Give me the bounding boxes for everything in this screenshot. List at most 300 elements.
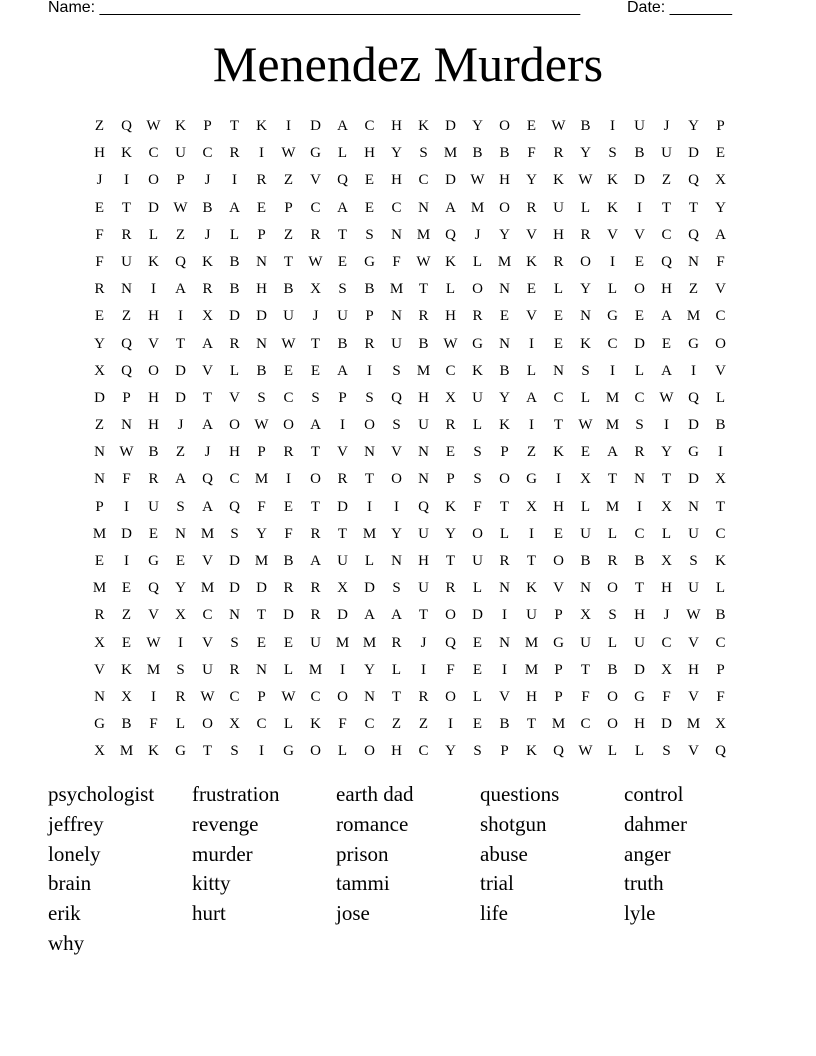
grid-letter[interactable]: O bbox=[499, 199, 510, 216]
grid-letter[interactable]: D bbox=[661, 716, 672, 733]
grid-letter[interactable]: B bbox=[202, 199, 213, 216]
grid-letter[interactable]: T bbox=[391, 688, 402, 705]
grid-letter[interactable]: T bbox=[634, 580, 645, 597]
grid-letter[interactable]: I bbox=[367, 498, 372, 515]
grid-letter[interactable]: C bbox=[715, 525, 726, 542]
grid-letter[interactable]: C bbox=[580, 716, 591, 733]
grid-letter[interactable]: L bbox=[607, 743, 618, 760]
grid-letter[interactable]: S bbox=[392, 362, 401, 379]
grid-letter[interactable]: Y bbox=[499, 389, 510, 406]
grid-letter[interactable]: T bbox=[229, 118, 240, 134]
grid-letter[interactable]: L bbox=[472, 580, 483, 597]
grid-letter[interactable]: I bbox=[178, 308, 183, 325]
grid-letter[interactable]: R bbox=[472, 308, 483, 325]
grid-letter[interactable]: L bbox=[472, 688, 483, 705]
grid-letter[interactable]: C bbox=[310, 688, 321, 705]
grid-letter[interactable]: H bbox=[553, 498, 564, 515]
grid-letter[interactable]: M bbox=[92, 580, 107, 597]
grid-letter[interactable]: T bbox=[661, 199, 672, 216]
grid-letter[interactable]: C bbox=[229, 471, 240, 488]
grid-letter[interactable]: P bbox=[95, 498, 104, 515]
grid-letter[interactable]: C bbox=[553, 389, 564, 406]
grid-letter[interactable]: X bbox=[526, 498, 537, 515]
grid-letter[interactable]: V bbox=[202, 553, 213, 569]
grid-letter[interactable]: A bbox=[175, 471, 186, 488]
grid-letter[interactable]: E bbox=[472, 716, 483, 733]
grid-letter[interactable]: S bbox=[311, 389, 320, 406]
grid-letter[interactable]: L bbox=[472, 253, 483, 270]
grid-letter[interactable]: P bbox=[203, 118, 212, 134]
grid-letter[interactable]: N bbox=[121, 281, 132, 298]
grid-letter[interactable]: R bbox=[526, 199, 537, 216]
grid-letter[interactable]: M bbox=[146, 661, 161, 678]
grid-letter[interactable]: T bbox=[526, 553, 537, 569]
grid-letter[interactable]: L bbox=[715, 580, 726, 597]
grid-letter[interactable]: W bbox=[281, 688, 296, 705]
grid-letter[interactable]: L bbox=[580, 199, 591, 216]
grid-letter[interactable]: E bbox=[94, 308, 105, 325]
grid-letter[interactable]: P bbox=[176, 172, 185, 189]
grid-letter[interactable]: Y bbox=[391, 145, 402, 162]
grid-letter[interactable]: N bbox=[634, 471, 645, 488]
grid-letter[interactable]: I bbox=[124, 553, 129, 569]
grid-letter[interactable]: S bbox=[230, 743, 239, 760]
grid-letter[interactable]: F bbox=[581, 688, 590, 705]
grid-letter[interactable]: B bbox=[283, 281, 294, 298]
grid-letter[interactable]: E bbox=[364, 199, 375, 216]
grid-letter[interactable]: L bbox=[634, 362, 645, 379]
grid-letter[interactable]: D bbox=[283, 607, 294, 624]
grid-letter[interactable]: B bbox=[256, 362, 267, 379]
grid-letter[interactable]: N bbox=[229, 607, 240, 624]
grid-letter[interactable]: Q bbox=[121, 118, 132, 134]
grid-letter[interactable]: U bbox=[121, 253, 132, 270]
grid-letter[interactable]: U bbox=[661, 145, 672, 162]
grid-letter[interactable]: F bbox=[338, 716, 347, 733]
grid-letter[interactable]: H bbox=[148, 389, 159, 406]
grid-letter[interactable]: N bbox=[418, 199, 429, 216]
grid-letter[interactable]: Y bbox=[688, 118, 699, 134]
grid-letter[interactable]: S bbox=[230, 634, 239, 651]
grid-letter[interactable]: L bbox=[229, 226, 240, 243]
grid-letter[interactable]: L bbox=[175, 716, 186, 733]
grid-letter[interactable]: R bbox=[229, 335, 240, 352]
grid-letter[interactable]: F bbox=[527, 145, 536, 162]
grid-letter[interactable]: Z bbox=[418, 716, 429, 733]
grid-letter[interactable]: M bbox=[389, 281, 404, 298]
grid-letter[interactable]: A bbox=[310, 553, 321, 569]
grid-letter[interactable]: O bbox=[445, 607, 456, 624]
name-field[interactable]: Name: ______________________________________________________ bbox=[48, 0, 581, 16]
grid-letter[interactable]: T bbox=[580, 661, 591, 678]
grid-letter[interactable]: C bbox=[283, 389, 294, 406]
grid-letter[interactable]: Y bbox=[715, 199, 726, 216]
grid-letter[interactable]: Q bbox=[445, 226, 456, 243]
grid-letter[interactable]: T bbox=[283, 253, 294, 270]
grid-letter[interactable]: H bbox=[661, 281, 672, 298]
grid-letter[interactable]: B bbox=[121, 716, 132, 733]
grid-letter[interactable]: M bbox=[200, 525, 215, 542]
grid-letter[interactable]: Q bbox=[202, 471, 213, 488]
grid-letter[interactable]: K bbox=[553, 444, 564, 461]
grid-letter[interactable]: Q bbox=[121, 362, 132, 379]
grid-letter[interactable]: Z bbox=[94, 118, 105, 134]
grid-letter[interactable]: X bbox=[715, 471, 726, 488]
grid-letter[interactable]: R bbox=[310, 607, 321, 624]
grid-letter[interactable]: H bbox=[634, 716, 645, 733]
grid-letter[interactable]: M bbox=[200, 580, 215, 597]
grid-letter[interactable]: H bbox=[634, 607, 645, 624]
grid-letter[interactable]: I bbox=[502, 607, 507, 624]
grid-letter[interactable]: N bbox=[364, 444, 375, 461]
date-field[interactable]: Date: _______ bbox=[627, 0, 732, 16]
grid-letter[interactable]: E bbox=[148, 525, 159, 542]
grid-letter[interactable]: M bbox=[686, 308, 701, 325]
grid-letter[interactable]: E bbox=[337, 253, 348, 270]
grid-letter[interactable]: V bbox=[499, 688, 510, 705]
grid-letter[interactable]: K bbox=[607, 172, 618, 189]
grid-letter[interactable]: M bbox=[362, 634, 377, 651]
grid-letter[interactable]: Y bbox=[94, 335, 105, 352]
grid-letter[interactable]: C bbox=[661, 226, 672, 243]
grid-letter[interactable]: A bbox=[445, 199, 456, 216]
grid-letter[interactable]: V bbox=[526, 226, 537, 243]
grid-letter[interactable]: P bbox=[284, 199, 293, 216]
grid-letter[interactable]: I bbox=[529, 417, 534, 434]
grid-letter[interactable]: S bbox=[365, 389, 374, 406]
grid-letter[interactable]: H bbox=[418, 389, 429, 406]
grid-letter[interactable]: R bbox=[553, 145, 564, 162]
grid-letter[interactable]: C bbox=[661, 634, 672, 651]
grid-letter[interactable]: R bbox=[364, 335, 375, 352]
grid-letter[interactable]: K bbox=[148, 743, 159, 760]
grid-letter[interactable]: B bbox=[283, 553, 294, 569]
grid-letter[interactable]: I bbox=[124, 172, 129, 189]
grid-letter[interactable]: L bbox=[499, 525, 510, 542]
grid-letter[interactable]: D bbox=[229, 580, 240, 597]
grid-letter[interactable]: W bbox=[659, 389, 674, 406]
grid-letter[interactable]: T bbox=[499, 498, 510, 515]
grid-letter[interactable]: O bbox=[607, 688, 618, 705]
grid-letter[interactable]: T bbox=[661, 471, 672, 488]
grid-letter[interactable]: G bbox=[526, 471, 537, 488]
grid-letter[interactable]: K bbox=[526, 743, 537, 760]
grid-letter[interactable]: A bbox=[661, 308, 672, 325]
grid-letter[interactable]: I bbox=[502, 661, 507, 678]
grid-letter[interactable]: M bbox=[605, 389, 620, 406]
grid-letter[interactable]: N bbox=[499, 634, 510, 651]
grid-letter[interactable]: L bbox=[607, 634, 618, 651]
grid-letter[interactable]: X bbox=[121, 688, 132, 705]
grid-letter[interactable]: L bbox=[283, 716, 294, 733]
grid-letter[interactable]: C bbox=[364, 716, 375, 733]
grid-letter[interactable]: V bbox=[391, 444, 402, 461]
grid-letter[interactable]: P bbox=[365, 308, 374, 325]
grid-letter[interactable]: M bbox=[524, 634, 539, 651]
grid-letter[interactable]: E bbox=[256, 199, 267, 216]
grid-letter[interactable]: I bbox=[421, 661, 426, 678]
grid-letter[interactable]: F bbox=[446, 661, 455, 678]
grid-letter[interactable]: C bbox=[229, 688, 240, 705]
grid-letter[interactable]: B bbox=[499, 362, 510, 379]
grid-letter[interactable]: T bbox=[607, 471, 618, 488]
grid-letter[interactable]: H bbox=[688, 661, 699, 678]
grid-letter[interactable]: Z bbox=[121, 308, 132, 325]
grid-letter[interactable]: B bbox=[499, 145, 510, 162]
grid-letter[interactable]: L bbox=[715, 389, 726, 406]
grid-letter[interactable]: D bbox=[94, 389, 105, 406]
grid-letter[interactable]: R bbox=[418, 308, 429, 325]
grid-letter[interactable]: C bbox=[391, 199, 402, 216]
grid-letter[interactable]: C bbox=[364, 118, 375, 134]
grid-letter[interactable]: O bbox=[499, 118, 510, 134]
grid-letter[interactable]: E bbox=[526, 118, 537, 134]
grid-letter[interactable]: K bbox=[445, 498, 456, 515]
grid-letter[interactable]: L bbox=[391, 661, 402, 678]
grid-letter[interactable]: U bbox=[634, 118, 645, 134]
grid-letter[interactable]: N bbox=[418, 471, 429, 488]
grid-letter[interactable]: N bbox=[94, 471, 105, 488]
grid-letter[interactable]: E bbox=[283, 362, 294, 379]
grid-letter[interactable]: A bbox=[337, 362, 348, 379]
grid-letter[interactable]: B bbox=[337, 335, 348, 352]
grid-letter[interactable]: H bbox=[445, 308, 456, 325]
grid-letter[interactable]: R bbox=[445, 580, 456, 597]
grid-letter[interactable]: C bbox=[310, 199, 321, 216]
grid-letter[interactable]: F bbox=[149, 716, 158, 733]
grid-letter[interactable]: V bbox=[148, 607, 159, 624]
grid-letter[interactable]: I bbox=[691, 362, 696, 379]
grid-letter[interactable]: C bbox=[202, 145, 213, 162]
grid-letter[interactable]: D bbox=[634, 661, 645, 678]
grid-letter[interactable]: G bbox=[553, 634, 564, 651]
grid-letter[interactable]: I bbox=[151, 281, 156, 298]
grid-letter[interactable]: V bbox=[607, 226, 618, 243]
grid-letter[interactable]: W bbox=[443, 335, 458, 352]
grid-letter[interactable]: U bbox=[553, 199, 564, 216]
grid-letter[interactable]: L bbox=[472, 417, 483, 434]
grid-letter[interactable]: V bbox=[526, 308, 537, 325]
grid-letter[interactable]: D bbox=[688, 145, 699, 162]
grid-letter[interactable]: D bbox=[256, 580, 267, 597]
grid-letter[interactable]: I bbox=[178, 634, 183, 651]
grid-letter[interactable]: T bbox=[202, 389, 213, 406]
grid-letter[interactable]: K bbox=[607, 199, 618, 216]
grid-letter[interactable]: Q bbox=[661, 253, 672, 270]
grid-letter[interactable]: K bbox=[121, 661, 132, 678]
grid-letter[interactable]: D bbox=[229, 553, 240, 569]
grid-letter[interactable]: A bbox=[175, 281, 186, 298]
grid-letter[interactable]: R bbox=[634, 444, 645, 461]
grid-letter[interactable]: A bbox=[229, 199, 240, 216]
grid-letter[interactable]: N bbox=[391, 226, 402, 243]
grid-letter[interactable]: N bbox=[553, 362, 564, 379]
grid-letter[interactable]: G bbox=[310, 145, 321, 162]
grid-letter[interactable]: Q bbox=[148, 580, 159, 597]
grid-letter[interactable]: R bbox=[148, 471, 159, 488]
grid-letter[interactable]: I bbox=[232, 172, 237, 189]
grid-letter[interactable]: W bbox=[578, 172, 593, 189]
grid-letter[interactable]: S bbox=[473, 743, 482, 760]
grid-letter[interactable]: V bbox=[202, 362, 213, 379]
grid-letter[interactable]: H bbox=[391, 743, 402, 760]
grid-letter[interactable]: L bbox=[364, 553, 375, 569]
grid-letter[interactable]: W bbox=[200, 688, 215, 705]
grid-letter[interactable]: V bbox=[337, 444, 348, 461]
grid-letter[interactable]: E bbox=[634, 308, 645, 325]
grid-letter[interactable]: D bbox=[688, 471, 699, 488]
grid-letter[interactable]: Q bbox=[391, 389, 402, 406]
grid-letter[interactable]: U bbox=[688, 580, 699, 597]
grid-letter[interactable]: U bbox=[580, 525, 591, 542]
grid-letter[interactable]: K bbox=[553, 172, 564, 189]
grid-letter[interactable]: A bbox=[202, 335, 213, 352]
grid-letter[interactable]: Q bbox=[175, 253, 186, 270]
grid-letter[interactable]: C bbox=[634, 525, 645, 542]
grid-letter[interactable]: O bbox=[310, 471, 321, 488]
grid-letter[interactable]: S bbox=[419, 145, 428, 162]
grid-letter[interactable]: Z bbox=[661, 172, 672, 189]
grid-letter[interactable]: L bbox=[634, 743, 645, 760]
grid-letter[interactable]: O bbox=[580, 253, 591, 270]
grid-letter[interactable]: H bbox=[418, 553, 429, 569]
grid-letter[interactable]: I bbox=[448, 716, 453, 733]
grid-letter[interactable]: R bbox=[499, 553, 510, 569]
grid-letter[interactable]: X bbox=[661, 553, 672, 569]
grid-letter[interactable]: R bbox=[256, 172, 267, 189]
grid-letter[interactable]: N bbox=[121, 417, 132, 434]
grid-letter[interactable]: M bbox=[119, 743, 134, 760]
grid-letter[interactable]: N bbox=[364, 688, 375, 705]
grid-letter[interactable]: I bbox=[286, 118, 291, 134]
grid-letter[interactable]: Y bbox=[175, 580, 186, 597]
grid-letter[interactable]: E bbox=[553, 335, 564, 352]
grid-letter[interactable]: A bbox=[202, 498, 213, 515]
grid-letter[interactable]: I bbox=[259, 145, 264, 162]
grid-letter[interactable]: E bbox=[580, 444, 591, 461]
grid-letter[interactable]: T bbox=[715, 498, 726, 515]
grid-letter[interactable]: L bbox=[445, 281, 456, 298]
grid-letter[interactable]: I bbox=[610, 253, 615, 270]
grid-letter[interactable]: F bbox=[284, 525, 293, 542]
grid-letter[interactable]: V bbox=[202, 634, 213, 651]
grid-letter[interactable]: Z bbox=[175, 444, 186, 461]
grid-letter[interactable]: P bbox=[554, 661, 563, 678]
grid-letter[interactable]: K bbox=[202, 253, 213, 270]
grid-letter[interactable]: O bbox=[364, 417, 375, 434]
grid-letter[interactable]: M bbox=[254, 471, 269, 488]
grid-letter[interactable]: B bbox=[580, 553, 591, 569]
grid-letter[interactable]: P bbox=[554, 607, 563, 624]
grid-letter[interactable]: Z bbox=[526, 444, 537, 461]
grid-letter[interactable]: T bbox=[175, 335, 186, 352]
grid-letter[interactable]: O bbox=[607, 580, 618, 597]
grid-letter[interactable]: R bbox=[310, 525, 321, 542]
grid-letter[interactable]: S bbox=[392, 580, 401, 597]
grid-letter[interactable]: E bbox=[472, 634, 483, 651]
grid-letter[interactable]: J bbox=[474, 226, 481, 243]
grid-letter[interactable]: W bbox=[281, 145, 296, 162]
grid-letter[interactable]: U bbox=[337, 553, 348, 569]
grid-letter[interactable]: T bbox=[121, 199, 132, 216]
grid-letter[interactable]: T bbox=[418, 607, 429, 624]
grid-letter[interactable]: T bbox=[337, 226, 348, 243]
grid-letter[interactable]: L bbox=[607, 281, 618, 298]
grid-letter[interactable]: A bbox=[310, 417, 321, 434]
grid-letter[interactable]: A bbox=[364, 607, 375, 624]
grid-letter[interactable]: U bbox=[148, 498, 159, 515]
grid-letter[interactable]: W bbox=[146, 634, 161, 651]
grid-letter[interactable]: V bbox=[688, 743, 699, 760]
grid-letter[interactable]: M bbox=[308, 661, 323, 678]
grid-letter[interactable]: W bbox=[254, 417, 269, 434]
grid-letter[interactable]: X bbox=[661, 661, 672, 678]
grid-letter[interactable]: D bbox=[175, 362, 186, 379]
grid-letter[interactable]: Y bbox=[445, 743, 456, 760]
grid-letter[interactable]: Y bbox=[391, 525, 402, 542]
grid-letter[interactable]: A bbox=[526, 389, 537, 406]
grid-letter[interactable]: O bbox=[634, 281, 645, 298]
grid-letter[interactable]: M bbox=[416, 362, 431, 379]
grid-letter[interactable]: P bbox=[554, 688, 563, 705]
grid-letter[interactable]: S bbox=[473, 444, 482, 461]
grid-letter[interactable]: P bbox=[122, 389, 131, 406]
grid-letter[interactable]: F bbox=[716, 688, 725, 705]
grid-letter[interactable]: C bbox=[202, 607, 213, 624]
grid-letter[interactable]: Q bbox=[553, 743, 564, 760]
grid-letter[interactable]: G bbox=[688, 444, 699, 461]
grid-letter[interactable]: A bbox=[391, 607, 402, 624]
grid-letter[interactable]: D bbox=[634, 172, 645, 189]
grid-letter[interactable]: N bbox=[688, 253, 699, 270]
grid-letter[interactable]: U bbox=[472, 553, 483, 569]
grid-letter[interactable]: U bbox=[688, 525, 699, 542]
grid-letter[interactable]: W bbox=[146, 118, 161, 134]
grid-letter[interactable]: U bbox=[391, 335, 402, 352]
grid-letter[interactable]: K bbox=[499, 417, 510, 434]
grid-letter[interactable]: P bbox=[446, 471, 455, 488]
grid-letter[interactable]: U bbox=[526, 607, 537, 624]
grid-letter[interactable]: T bbox=[418, 281, 429, 298]
grid-letter[interactable]: S bbox=[230, 525, 239, 542]
grid-letter[interactable]: X bbox=[94, 743, 105, 760]
grid-letter[interactable]: O bbox=[337, 688, 348, 705]
grid-letter[interactable]: E bbox=[256, 634, 267, 651]
grid-letter[interactable]: B bbox=[418, 335, 429, 352]
grid-letter[interactable]: I bbox=[367, 362, 372, 379]
grid-letter[interactable]: T bbox=[364, 471, 375, 488]
grid-letter[interactable]: V bbox=[94, 661, 105, 678]
grid-letter[interactable]: D bbox=[148, 199, 159, 216]
grid-letter[interactable]: N bbox=[580, 308, 591, 325]
grid-letter[interactable]: O bbox=[499, 471, 510, 488]
grid-letter[interactable]: N bbox=[499, 281, 510, 298]
grid-letter[interactable]: J bbox=[177, 417, 184, 434]
grid-letter[interactable]: O bbox=[472, 525, 483, 542]
grid-letter[interactable]: N bbox=[256, 253, 267, 270]
grid-letter[interactable]: B bbox=[364, 281, 375, 298]
grid-letter[interactable]: W bbox=[470, 172, 485, 189]
grid-letter[interactable]: H bbox=[553, 226, 564, 243]
grid-letter[interactable]: N bbox=[688, 498, 699, 515]
grid-letter[interactable]: Z bbox=[175, 226, 186, 243]
grid-letter[interactable]: R bbox=[121, 226, 132, 243]
grid-letter[interactable]: L bbox=[526, 362, 537, 379]
grid-letter[interactable]: K bbox=[256, 118, 267, 134]
grid-letter[interactable]: K bbox=[175, 118, 186, 134]
grid-letter[interactable]: I bbox=[718, 444, 723, 461]
grid-letter[interactable]: O bbox=[202, 716, 213, 733]
